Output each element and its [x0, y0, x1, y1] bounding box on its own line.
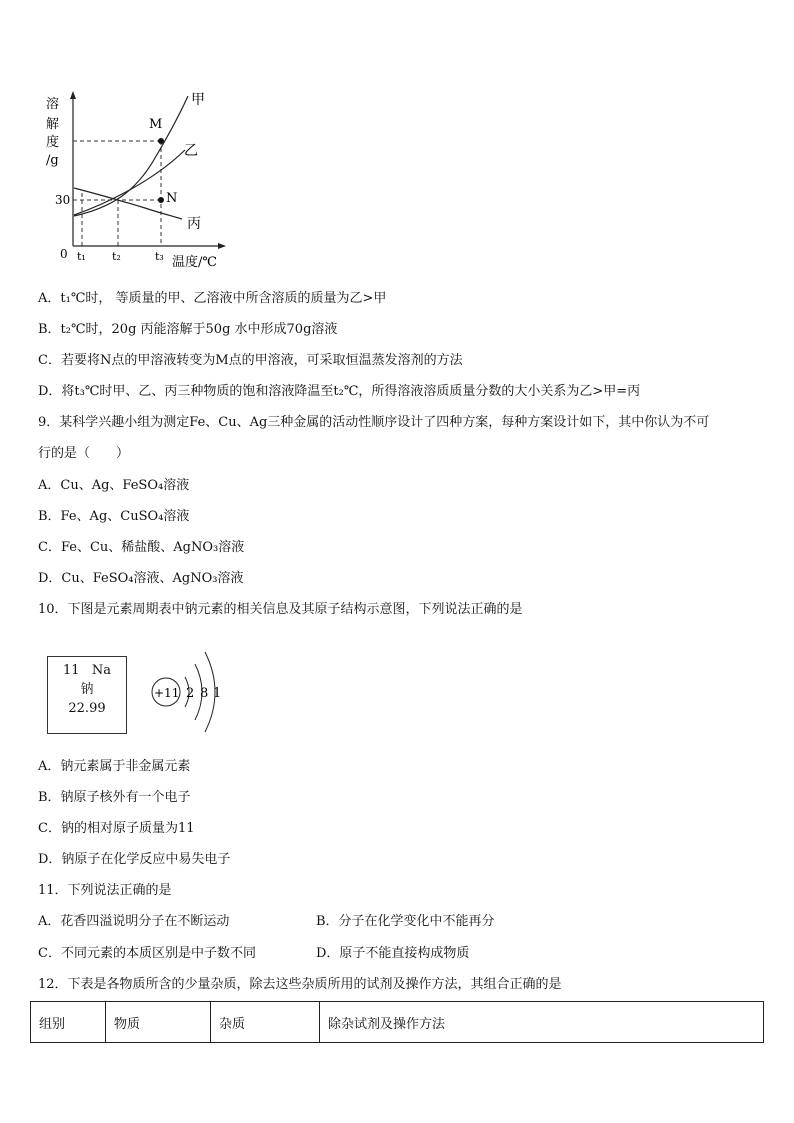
header-substance: 物质	[106, 1002, 211, 1043]
q11-option-d: D．原子不能直接构成物质	[316, 946, 470, 961]
x-axis-label: 温度/℃	[172, 255, 217, 268]
q8-option-a: A．t₁℃时， 等质量的甲、乙溶液中所含溶质的质量为乙>甲	[38, 291, 387, 306]
x-axis-arrow	[218, 243, 226, 249]
shell-electrons-2: 8	[200, 686, 209, 701]
q11-option-a: A．花香四溢说明分子在不断运动	[38, 914, 230, 929]
origin-label: 0	[60, 247, 68, 261]
solubility-graph	[40, 88, 280, 268]
element-name: 钠	[80, 682, 94, 697]
point-n	[158, 197, 164, 203]
element-symbol: Na	[91, 663, 112, 678]
q9-option-d: D．Cu、FeSO₄溶液、AgNO₃溶液	[38, 571, 244, 586]
shell-electrons-3: 1	[213, 686, 222, 701]
q9-stem-line2: 行的是（ ）	[38, 446, 130, 461]
sodium-number-symbol	[48, 661, 126, 680]
q12-stem: 12．下表是各物质所含的少量杂质，除去这些杂质所用的试剂及操作方法，其组合正确的是	[38, 977, 562, 992]
curve-label-yi: 乙	[184, 143, 198, 159]
q11-stem: 11．下列说法正确的是	[38, 883, 172, 898]
curve-label-bing: 丙	[187, 216, 201, 232]
nucleus-charge: +11	[154, 686, 180, 700]
y-label-2: 解	[46, 117, 60, 132]
q10-option-b: B．钠原子核外有一个电子	[38, 790, 191, 805]
atom-structure-diagram	[145, 642, 235, 742]
q10-option-d: D．钠原子在化学反应中易失电子	[38, 852, 231, 867]
q11-option-c: C．不同元素的本质区别是中子数不同	[38, 946, 256, 961]
q9-stem-line1: 9．某科学兴趣小组为测定Fe、Cu、Ag三种金属的活动性顺序设计了四种方案，每种方案设计如下，其中你认为不可	[38, 415, 710, 430]
q10-option-a: A．钠元素属于非金属元素	[38, 759, 191, 774]
y-label-4: /g	[46, 153, 59, 168]
table-header-row	[31, 1002, 764, 1043]
q9-option-c: C．Fe、Cu、稀盐酸、AgNO₃溶液	[38, 540, 245, 555]
atomic-mass: 22.99	[68, 701, 106, 716]
point-n-label: N	[166, 191, 178, 206]
x-tick-t3: t₃	[155, 250, 164, 263]
q8-option-d: D．将t₃℃时甲、乙、丙三种物质的饱和溶液降温至t₂℃，所得溶液溶质质量分数的大小关系为乙>甲=丙	[38, 384, 641, 399]
y-tick-30: 30	[55, 193, 71, 207]
atomic-number: 11	[62, 663, 80, 678]
q9-option-a: A．Cu、Ag、FeSO₄溶液	[38, 478, 190, 493]
curve-label-jia: 甲	[191, 92, 205, 108]
shell-electrons-1: 2	[186, 686, 195, 701]
header-method: 除杂试剂及操作方法	[320, 1002, 764, 1043]
header-impurity: 杂质	[211, 1002, 320, 1043]
point-m-label: M	[149, 117, 163, 132]
x-tick-t2: t₂	[112, 250, 121, 263]
q10-stem: 10．下图是元素周期表中钠元素的相关信息及其原子结构示意图，下列说法正确的是	[38, 602, 523, 617]
y-label-3: 度	[46, 135, 60, 150]
header-group: 组别	[31, 1002, 106, 1043]
q10-option-c: C．钠的相对原子质量为11	[38, 821, 195, 836]
y-label-1: 溶	[46, 97, 60, 112]
impurity-table	[30, 1001, 764, 1043]
q8-option-b: B．t₂℃时，20g 丙能溶解于50g 水中形成70g溶液	[38, 322, 338, 337]
sodium-element-card	[47, 656, 127, 734]
q11-option-b: B．分子在化学变化中不能再分	[316, 914, 495, 929]
q9-option-b: B．Fe、Ag、CuSO₄溶液	[38, 509, 190, 524]
q8-option-c: C．若要将N点的甲溶液转变为M点的甲溶液，可采取恒温蒸发溶剂的方法	[38, 353, 463, 368]
x-tick-t1: t₁	[77, 250, 86, 263]
point-m	[158, 138, 164, 144]
y-axis-arrow	[70, 91, 76, 99]
